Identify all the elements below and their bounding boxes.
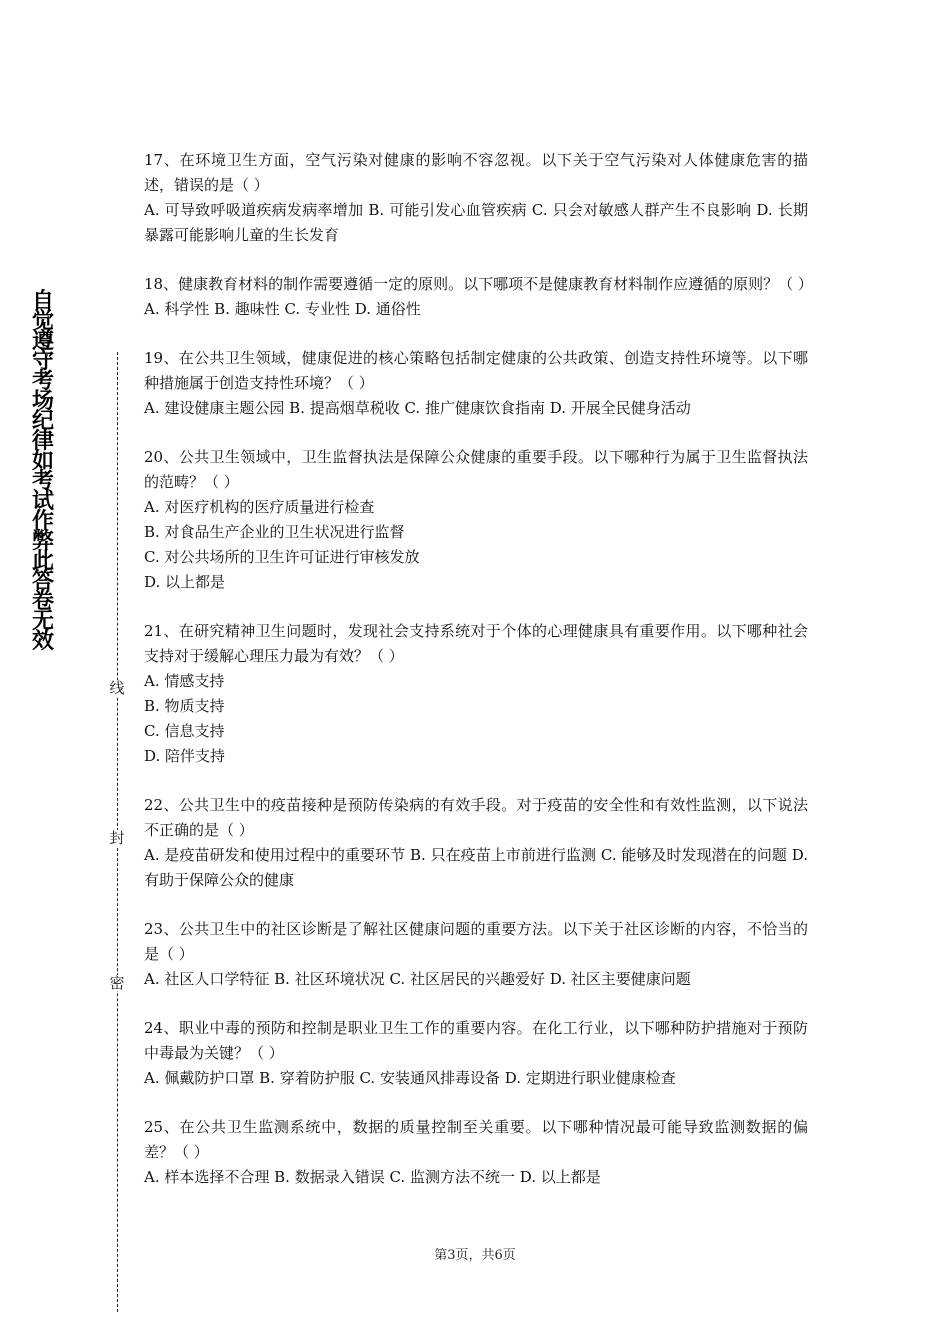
question-options: A. 科学性 B. 趣味性 C. 专业性 D. 通俗性 bbox=[144, 300, 421, 318]
question-options: C. 信息支持 bbox=[144, 722, 225, 740]
question-options: D. 以上都是 bbox=[144, 573, 226, 591]
question-25 bbox=[144, 1115, 808, 1190]
question-19 bbox=[144, 346, 808, 421]
question-stem: 21、在研究精神卫生问题时，发现社会支持系统对于个体的心理健康具有重要作用。以下哪种社会支持对于缓解心理压力最为有效？（ ） bbox=[144, 622, 808, 665]
binding-label-seal: 封 bbox=[106, 830, 128, 846]
question-options: B. 物质支持 bbox=[144, 697, 225, 715]
binding-label-secret: 密 bbox=[106, 975, 128, 991]
question-options: A. 社区人口学特征 B. 社区环境状况 C. 社区居民的兴趣爱好 D. 社区主要健康问题 bbox=[144, 970, 691, 988]
page-number: 第3页，共6页 bbox=[434, 1248, 516, 1263]
question-stem: 17、在环境卫生方面，空气污染对健康的影响不容忽视。以下关于空气污染对人体健康危害的描述，错误的是（ ） bbox=[144, 151, 808, 194]
binding-label-line: 线 bbox=[106, 680, 128, 696]
question-options: C. 对公共场所的卫生许可证进行审核发放 bbox=[144, 548, 420, 566]
question-options: A. 佩戴防护口罩 B. 穿着防护服 C. 安装通风排毒设备 D. 定期进行职业健康检查 bbox=[144, 1069, 676, 1087]
question-options: B. 对食品生产企业的卫生状况进行监督 bbox=[144, 523, 405, 541]
question-17 bbox=[144, 148, 808, 248]
question-options: A. 样本选择不合理 B. 数据录入错误 C. 监测方法不统一 D. 以上都是 bbox=[144, 1168, 601, 1186]
question-stem: 24、职业中毒的预防和控制是职业卫生工作的重要内容。在化工行业，以下哪种防护措施对于预防中毒最为关键？（ ） bbox=[144, 1019, 808, 1062]
question-stem: 25、在公共卫生监测系统中，数据的质量控制至关重要。以下哪种情况最可能导致监测数据的偏差？（ ） bbox=[144, 1118, 808, 1161]
question-options: A. 建设健康主题公园 B. 提高烟草税收 C. 推广健康饮食指南 D. 开展全民健身活动 bbox=[144, 399, 691, 417]
question-options: A. 可导致呼吸道疾病发病率增加 B. 可能引发心血管疾病 C. 只会对敏感人群产生不良影响 D. 长期暴露可能影响儿童的生长发育 bbox=[144, 201, 808, 244]
question-options: A. 情感支持 bbox=[144, 672, 225, 690]
exam-discipline-notice: 自觉遵守考场纪律如考试作弊此答卷无效 bbox=[31, 289, 54, 654]
question-24 bbox=[144, 1016, 808, 1091]
question-options: A. 对医疗机构的医疗质量进行检查 bbox=[144, 498, 375, 516]
question-options: A. 是疫苗研发和使用过程中的重要环节 B. 只在疫苗上市前进行监测 C. 能够及时发现潜在的问题 D. 有助于保障公众的健康 bbox=[144, 846, 808, 889]
question-list bbox=[144, 148, 813, 1214]
question-stem: 20、公共卫生领域中，卫生监督执法是保障公众健康的重要手段。以下哪种行为属于卫生监督执法的范畴？（ ） bbox=[144, 448, 808, 491]
question-21 bbox=[144, 619, 808, 769]
question-stem: 23、公共卫生中的社区诊断是了解社区健康问题的重要方法。以下关于社区诊断的内容，不恰当的是（ ） bbox=[144, 920, 808, 963]
question-20 bbox=[144, 445, 808, 595]
question-stem: 18、健康教育材料的制作需要遵循一定的原则。以下哪项不是健康教育材料制作应遵循的原则？（ ） bbox=[144, 275, 813, 293]
question-options: D. 陪伴支持 bbox=[144, 747, 226, 765]
question-23 bbox=[144, 917, 808, 992]
question-22 bbox=[144, 793, 808, 893]
question-18 bbox=[144, 272, 813, 322]
question-stem: 19、在公共卫生领域，健康促进的核心策略包括制定健康的公共政策、创造支持性环境等。以下哪种措施属于创造支持性环境？（ ） bbox=[144, 349, 808, 392]
question-stem: 22、公共卫生中的疫苗接种是预防传染病的有效手段。对于疫苗的安全性和有效性监测，以下说法不正确的是（ ） bbox=[144, 796, 808, 839]
